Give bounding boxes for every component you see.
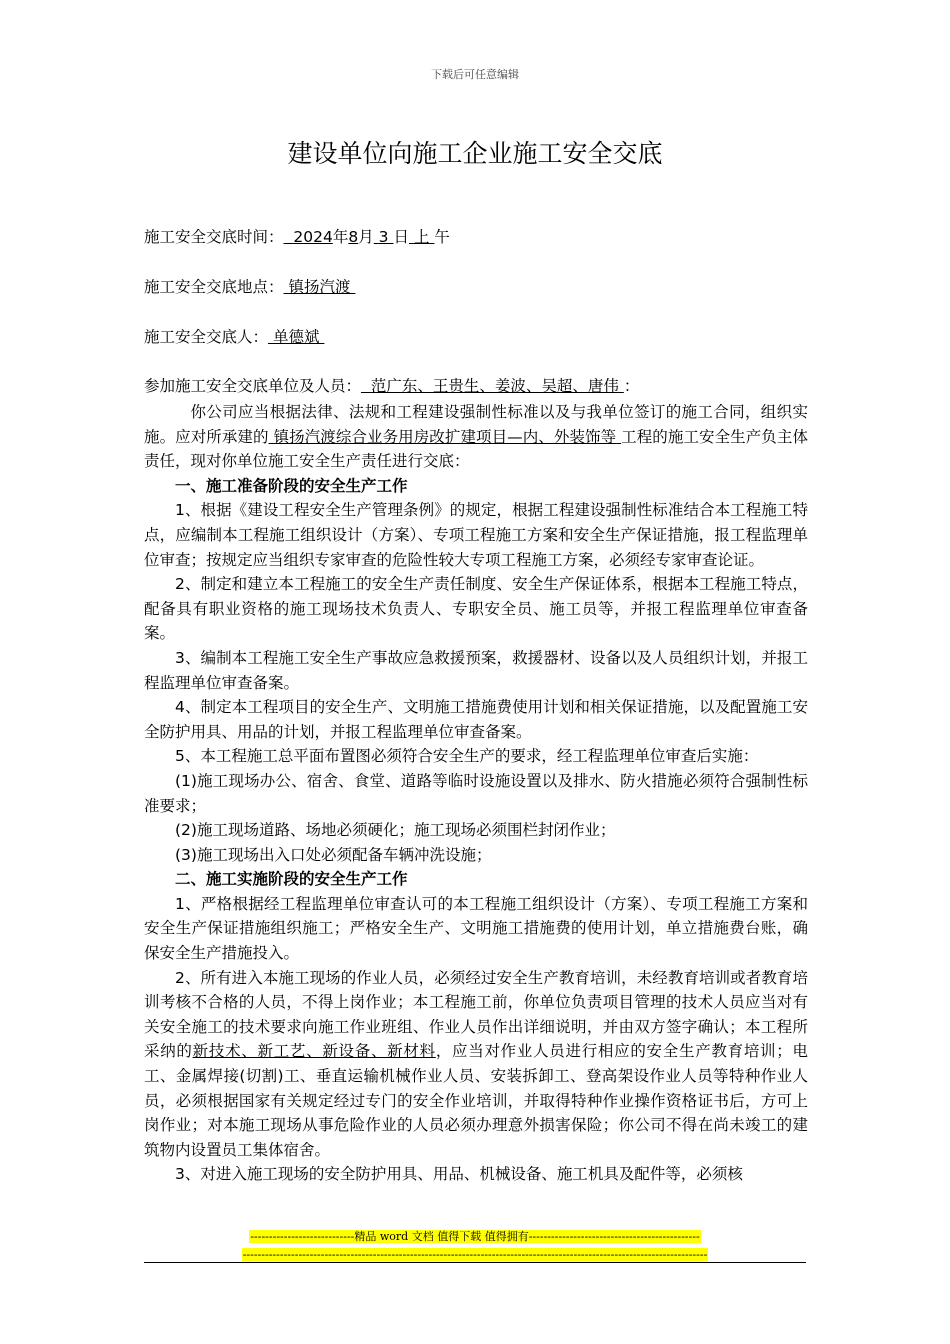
paragraph: 1、严格根据经工程监理单位审查认可的本工程施工组织设计（方案）、专项工程施工方案和安全生产保证措施组织施工；严格安全生产、文明施工措施费的使用计划，单立措施费台账，确保安全生产措施投入。 [144,894,808,963]
project-name: 镇扬汽渡综合业务用房改扩建项目—内、外装饰等 [273,427,617,446]
meta-place-line [144,276,355,298]
sub-item: (2)施工现场道路、场地必须硬化；施工现场必须围栏封闭作业； [175,821,616,840]
time-label: 施工安全交底时间： [144,228,284,246]
year-value: 2024 [293,228,333,246]
paragraph: 1、根据《建设工程安全生产管理条例》的规定，根据工程建设强制性标准结合本工程施工特点，应编制本工程施工组织设计（方案）、专项工程施工方案和安全生产保证措施，报工程监理单位审查；按规定应当组织专家审查的危险性较大专项工程施工方案，必须经专家审查论证。 [144,501,808,569]
footer-line-1: ----------------------------精品 word 文档 值得下载 值得拥有---------------------------------------------- [250,1230,700,1243]
person-label: 施工安全交底人： [144,328,269,346]
paragraph [144,966,808,1163]
paragraph: 4、制定本工程项目的安全生产、文明施工措施费使用计划和相关保证措施，以及配置施工安全防护用具、用品的计划，并报工程监理单位审查备案。 [144,698,808,741]
paragraph: 2、制定和建立本工程施工的安全生产责任制度、安全生产保证体系，根据本工程施工特点，配备具有职业资格的施工现场技术负责人、专职安全员、施工员等，并报工程监理单位审查备案。 [144,575,808,643]
section-heading: 一、施工准备阶段的安全生产工作 [175,476,408,495]
meta-time-line [144,226,450,248]
meta-person-line [144,326,324,348]
attendees-end: ： [623,377,640,395]
period-unit: 午 [434,228,450,246]
paragraph: 3、对进入施工现场的安全防护用具、用品、机械设备、施工机具及配件等，必须核 [175,1165,743,1184]
place-label: 施工安全交底地点： [144,278,284,296]
footer-rule [144,1262,806,1263]
month-value: 8 [348,228,359,246]
day-value: 3 [378,228,389,246]
attendees-label: 参加施工安全交底单位及人员： [144,377,362,395]
year-unit: 年 [332,228,349,246]
month-unit: 月 [358,228,374,246]
intro-text-1: 你公司应当根据法律、法规和工程建设强制性标准以及与我单位签订的施工合同，组织实施。应对所承建的 [144,403,808,446]
paragraph-text: ，应当对作业人员进行相应的安全生产教育培训；电工、金属焊接(切割)工、垂直运输机械作业人员、安装拆卸工、登高架设作业人员等特种作业人员，必须根据国家有关规定经过专门的安全作业培训，并取得特种作业操作资格证书后，方可上岗作业；对本施工现场从事危险作业的人员必须办理意外损害保险；你公司不得在尚未竣工的建筑物内设置员工集体宿舍。 [144,1042,808,1159]
person-value: 单德斌 [272,328,320,346]
paragraph: 5、本工程施工总平面布置图必须符合安全生产的要求，经工程监理单位审查后实施： [175,747,759,766]
paragraph-text: 2、所有进入本施工现场的作业人员，必须经过安全生产教育培训，未经教育培训或者教育培训考核不合格的人员，不得上岗作业；本工程施工前，你单位负责项目管理的技术人员应当对有关安全施工的技术要求向施工作业班组、作业人员作出详细说明，并由双方签字确认；本工程所采纳的 [144,968,808,1061]
day-unit: 日 [393,228,409,246]
paragraph: 3、编制本工程施工安全生产事故应急救援预案，救援器材、设备以及人员组织计划，并报工程监理单位审查备案。 [144,648,808,692]
period-value: 上 [413,228,430,246]
place-value: 镇扬汽渡 [288,278,351,296]
document-body [144,400,808,1187]
footer-line-2: ----------------------------------------------------------------------------------------------------------------------------- [242,1248,708,1261]
intro-text-2: 工程的施工安全生产负主体责任，现对你单位施工安全生产责任进行交底： [144,427,808,471]
footer-banner [0,1228,950,1264]
sub-item: (3)施工现场出入口处必须配备车辆冲洗设施； [175,845,492,864]
intro-paragraph [144,400,808,474]
document-title: 建设单位向施工企业施工安全交底 [287,139,663,168]
section-heading: 二、施工实施阶段的安全生产工作 [175,870,408,889]
meta-attendees-line [144,375,639,397]
attendees-value: 范广东、王贵生、姜波、吴超、唐伟 [370,377,619,395]
sub-item: (1)施工现场办公、宿舍、食堂、道路等临时设施设置以及排水、防火措施必须符合强制性标准要求； [144,771,808,815]
new-tech-underlined: 新技术、新工艺、新设备、新材料 [192,1042,436,1061]
header-note: 下载后可任意编辑 [431,68,519,81]
